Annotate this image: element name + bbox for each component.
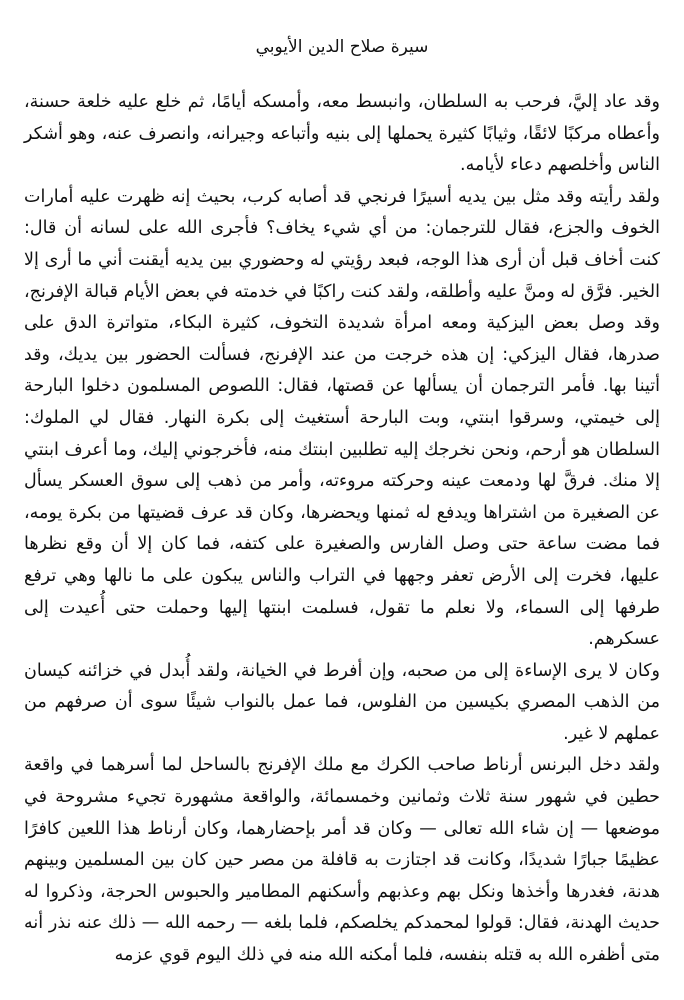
page-body [24,87,660,972]
running-header [24,0,660,57]
paragraph-1: وقد عاد إليَّ، فرحب به السلطان، وانبسط معه، وأمسكه أيامًا، ثم خلع عليه خلعة حسنة، وأعطاه مركبًا لائقًا، وثيابًا كثيرة يحملها إلى بنيه وأتباعه وجيرانه، وانصرف عنه، وهو أشكر الناس وأخلصهم دعاء لأيامه. [24,92,660,176]
paragraph-3: وكان لا يرى الإساءة إلى من صحبه، وإن أفرط في الخيانة، ولقد أُبدل في خزائنه كيسان من الذهب المصري بكيسين من الفلوس، فما عمل بالنواب شيئًا سوى أن صرفهم من عملهم لا غير. [24,660,660,744]
paragraph-2: ولقد رأيته وقد مثل بين يديه أسيرًا فرنجي قد أصابه كرب، بحيث إنه ظهرت عليه أمارات الخوف والجزع، فقال للترجمان: من أي شيء يخاف؟ فأجرى الله على لسانه أن قال: كنت أخاف قبل أن أرى هذا الوجه، فبعد رؤيتي له وحضوري بين يديه أيقنت أني ما أرى إلا الخير. فرَّق له ومنَّ عليه وأطلقه، ولقد كنت راكبًا في خدمته في بعض الأيام قبالة الإفرنج، وقد وصل بعض اليزكية ومعه امرأة شديدة التخوف، كثيرة البكاء، متواترة الدق على صدرها، فقال اليزكي: إن هذه خرجت من عند الإفرنج، فسألت الحضور بين يديك، وقد أتينا بها. فأمر الترجمان أن يسألها عن قصتها، فقال: اللصوص المسلمون دخلوا البارحة إلى خيمتي، وسرقوا ابنتي، وبت البارحة أستغيث إلى بكرة النهار. فقال لي الملوك: السلطان هو أرحم، ونحن نخرجك إليه تطلبين ابنتك منه، فأخرجوني إليك، وما أعرف ابنتي إلا منك. فرقَّ لها ودمعت عينه وحركته مروءته، وأمر من ذهب إلى سوق العسكر يسأل عن الصغيرة من اشتراها ويدفع له ثمنها ويحضرها، وكان قد عرف قضيتها من بكرة يومه، فما مضت ساعة حتى وصل الفارس والصغيرة على كتفه، فما كان إلا أن وقع نظرها عليها، فخرت إلى الأرض تعفر وجهها في التراب والناس يبكون على ما نالها وهي ترفع طرفها إلى السماء، ولا نعلم ما تقول، فسلمت ابنتها إليها وحملت حتى أُعيدت إلى عسكرهم. [24,186,660,650]
book-title: سيرة صلاح الدين الأيوبي [255,37,429,57]
paragraph-4: ولقد دخل البرنس أرناط صاحب الكرك مع ملك الإفرنج بالساحل لما أسرهما في واقعة حطين في شهور سنة ثلاث وثمانين وخمسمائة، والواقعة مشهورة تجيء مشروحة في موضعها — إن شاء الله تعالى — وكان قد أمر بإحضارهما، وكان أرناط هذا اللعين كافرًا عظيمًا جبارًا شديدًا، وكانت قد اجتازت به قافلة من مصر حين كان بين المسلمين وبينهم هدنة، فغدرها وأخذها ونكل بهم وعذبهم وأسكنهم المطامير والحبوس الحرجة، وذكروا له حديث الهدنة، فقال: قولوا لمحمدكم يخلصكم، فلما بلغه — رحمه الله — ذلك عنه نذر أنه متى أظفره الله به قتله بنفسه، فلما أمكنه الله منه في ذلك اليوم قوي عزمه [24,755,660,966]
